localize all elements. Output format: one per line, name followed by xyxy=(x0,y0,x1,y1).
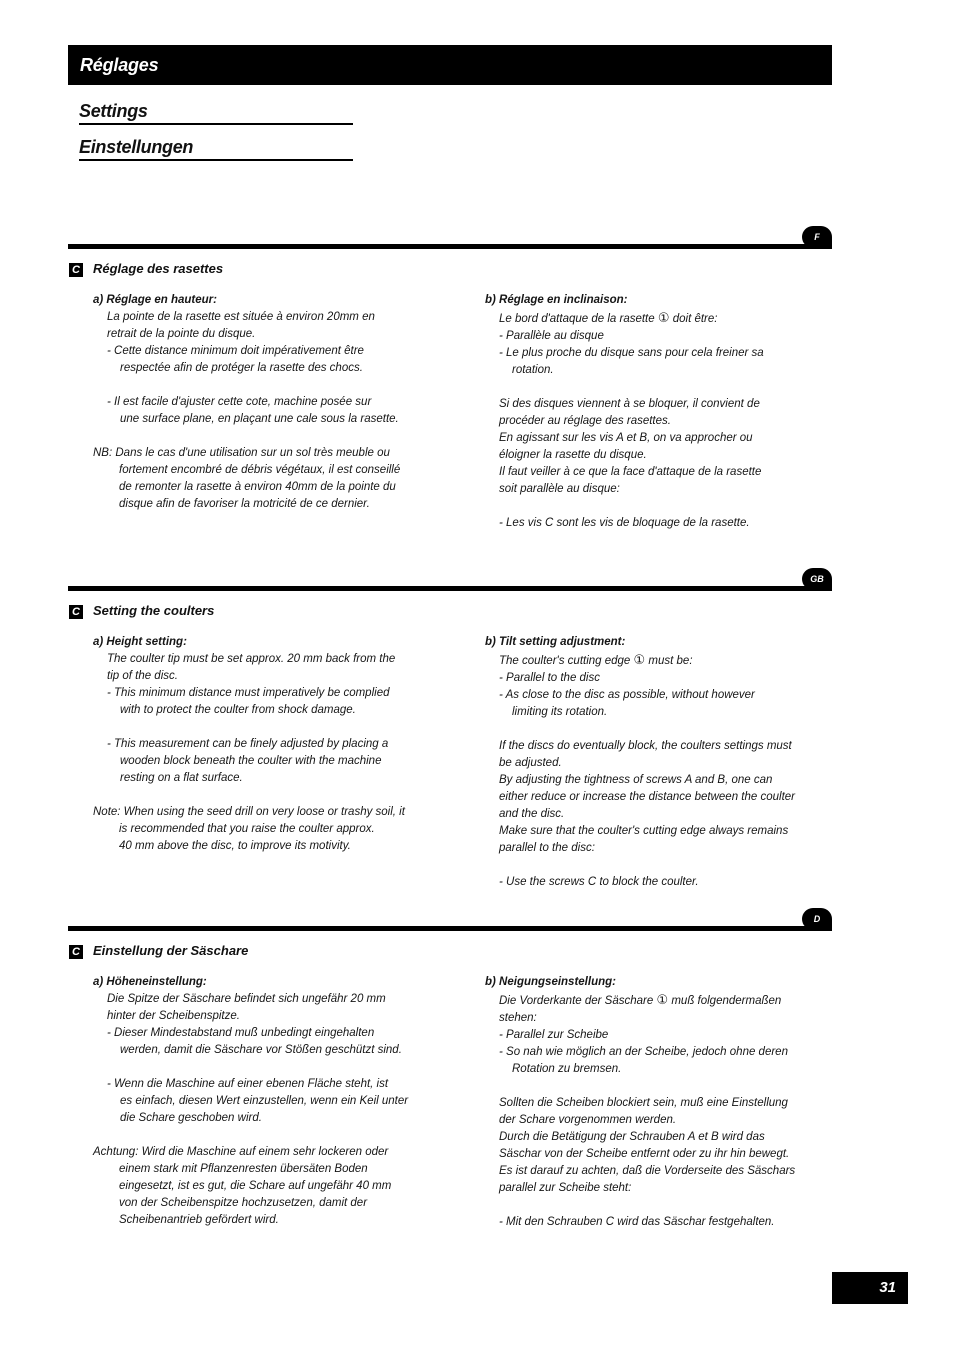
paragraph-text: Si des disques viennent à se bloquer, il convient de procéder au réglage des rasettes. En agissant sur les vis A et B, on va approcher ou éloigner la rasette du disque. Il faut veiller à ce que la face d'attaque de la rasette soit parallèle au disque: xyxy=(499,398,762,495)
height-setting-column xyxy=(93,634,433,855)
language-badge: D xyxy=(802,908,832,930)
intro-post: muß folgendermaßen xyxy=(671,995,782,1007)
height-setting-column xyxy=(93,974,433,1229)
intro-text xyxy=(485,309,820,328)
section-title: Réglage des rasettes xyxy=(93,261,224,276)
section-rule xyxy=(68,926,832,931)
intro-text: Die Spitze der Säschare befindet sich ungefähr 20 mm hinter der Scheibenspitze. xyxy=(107,993,386,1022)
height-setting-column xyxy=(93,292,433,513)
subtitle-settings: Settings xyxy=(79,100,353,125)
column-heading: a) Réglage en hauteur: xyxy=(93,294,217,306)
header-bar xyxy=(68,45,832,85)
tilt-setting-column xyxy=(485,634,820,891)
section-rule xyxy=(68,244,832,249)
intro-pre: The coulter's cutting edge xyxy=(499,655,631,667)
note-text: Achtung: Wird die Maschine auf einem sehr lockeren oder einem stark mit Pflanzenresten übersäten Boden eingesetzt, ist es gut, die Schare auf ungefähr 40 mm von der Scheibenspitze hochzusetzen, damit der Scheibenantrieb gefördert wird. xyxy=(93,1146,392,1226)
section-title: Einstellung der Säschare xyxy=(93,943,249,958)
intro-text xyxy=(485,651,820,670)
intro-text: The coulter tip must be set approx. 20 mm back from the tip of the disc. xyxy=(107,653,396,682)
column-heading: b) Neigungseinstellung: xyxy=(485,976,616,988)
column-heading: b) Réglage en inclinaison: xyxy=(485,294,628,306)
column-heading: b) Tilt setting adjustment: xyxy=(485,636,626,648)
column-heading: a) Höheneinstellung: xyxy=(93,976,207,988)
circled-one-icon: ① xyxy=(656,992,669,1007)
dash-item: - Les vis C sont les vis de bloquage de la rasette. xyxy=(499,517,750,529)
dash-item: - This minimum distance must imperatively be complied with to protect the coulter from shock damage. xyxy=(107,687,390,716)
dash-item: - This measurement can be finely adjusted by placing a wooden block beneath the coulter with the machine resting on a flat surface. xyxy=(107,738,389,784)
intro-continued: stehen: xyxy=(499,1012,537,1024)
dash-item: - As close to the disc as possible, without however limiting its rotation. xyxy=(499,689,755,718)
dash-item: - Il est facile d'ajuster cette cote, machine posée sur une surface plane, en plaçant une cale sous la rasette. xyxy=(107,396,399,425)
c-marker-icon: C xyxy=(69,605,83,619)
dash-item: - Use the screws C to block the coulter. xyxy=(499,876,699,888)
dash-item: - Parallèle au disque xyxy=(499,330,604,342)
c-marker-icon: C xyxy=(69,263,83,277)
dash-item: - Dieser Mindestabstand muß unbedingt eingehalten werden, damit die Säschare vor Stößen geschützt sind. xyxy=(107,1027,402,1056)
note-text: Note: When using the seed drill on very loose or trashy soil, it is recommended that you raise the coulter approx. 40 mm above the disc, to improve its motivity. xyxy=(93,806,405,852)
intro-text: La pointe de la rasette est située à environ 20mm en retrait de la pointe du disque. xyxy=(107,311,375,340)
dash-item: - Wenn die Maschine auf einer ebenen Fläche steht, ist es einfach, diesen Wert einzustellen, wenn ein Keil unter die Schare geschoben wird. xyxy=(107,1078,409,1124)
dash-item: - Parallel zur Scheibe xyxy=(499,1029,609,1041)
dash-item: - Parallel to the disc xyxy=(499,672,600,684)
circled-one-icon: ① xyxy=(633,652,646,667)
dash-item: - Cette distance minimum doit impérativement être respectée afin de protéger la rasette des chocs. xyxy=(107,345,364,374)
section-rule xyxy=(68,586,832,591)
intro-text xyxy=(485,991,820,1027)
language-badge: F xyxy=(802,226,832,248)
tilt-setting-column xyxy=(485,292,820,532)
note-text: NB: Dans le cas d'une utilisation sur un sol très meuble ou fortement encombré de débris végétaux, il est conseillé de remonter la rasette à environ 40mm de la pointe du disque afin de favoriser la motricité de ce dernier. xyxy=(93,447,401,510)
dash-item: - Mit den Schrauben C wird das Säschar festgehalten. xyxy=(499,1216,775,1228)
c-marker-icon: C xyxy=(69,945,83,959)
column-heading: a) Height setting: xyxy=(93,636,187,648)
page-title: Réglages xyxy=(80,55,159,75)
paragraph-text: If the discs do eventually block, the coulters settings must be adjusted. By adjusting the tightness of screws A and B, one can either reduce or increase the distance between the coulter and the disc. Make sure that the coulter's cutting edge always remains parallel to the disc: xyxy=(499,740,795,854)
intro-post: doit être: xyxy=(672,313,718,325)
intro-pre: Le bord d'attaque de la rasette xyxy=(499,313,655,325)
language-badge: GB xyxy=(802,568,832,590)
section-title: Setting the coulters xyxy=(93,603,215,618)
page-number: 31 xyxy=(832,1272,908,1304)
dash-item: - Le plus proche du disque sans pour cela freiner sa rotation. xyxy=(499,347,764,376)
circled-one-icon: ① xyxy=(657,310,670,325)
intro-post: must be: xyxy=(648,655,693,667)
tilt-setting-column xyxy=(485,974,820,1231)
intro-pre: Die Vorderkante der Säschare xyxy=(499,995,654,1007)
subtitle-einstellungen: Einstellungen xyxy=(79,136,353,161)
dash-item: - So nah wie möglich an der Scheibe, jedoch ohne deren Rotation zu bremsen. xyxy=(499,1046,788,1075)
paragraph-text: Sollten die Scheiben blockiert sein, muß eine Einstellung der Schare vorgenommen werden. Durch die Betätigung der Schrauben A et B wird das Säschar von der Scheibe entfernt oder zu ihr hin bewegt. Es ist darauf zu achten, daß die Vorderseite des Säschars parallel zur Scheibe steht: xyxy=(499,1097,796,1194)
